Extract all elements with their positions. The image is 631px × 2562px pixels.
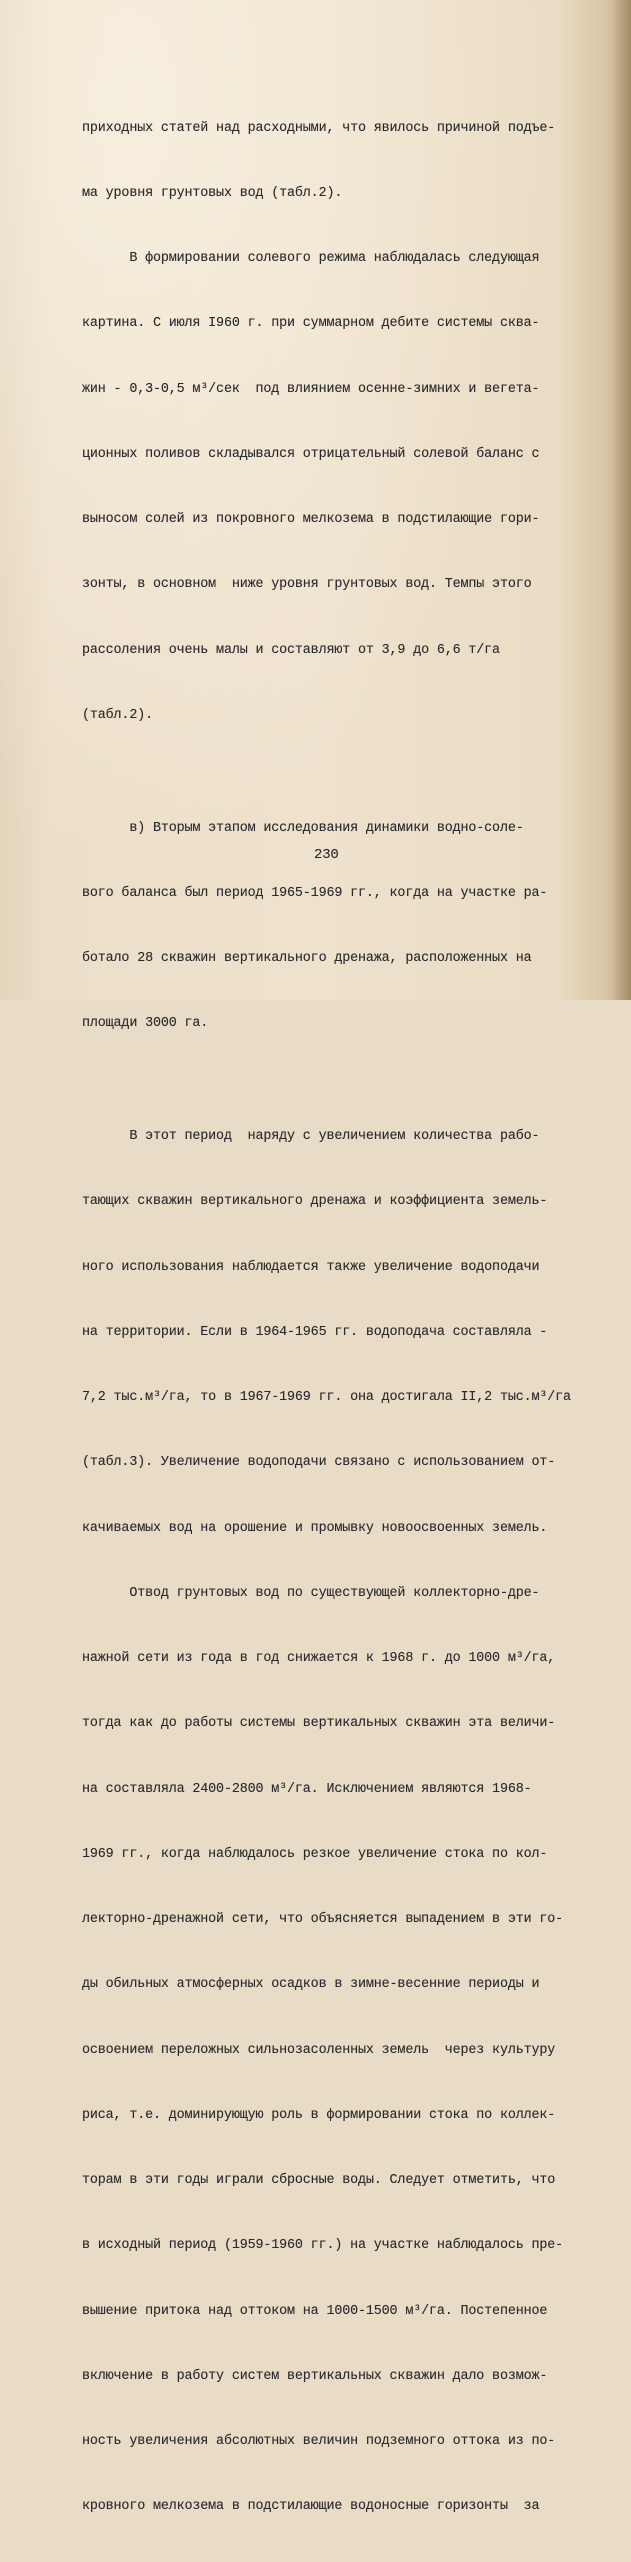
text-line: ность увеличения абсолютных величин подземного оттока из по- (82, 2434, 556, 2449)
paragraph-gap (82, 1079, 582, 1083)
text-line: тающих скважин вертикального дренажа и коэффициента земель- (82, 1194, 548, 1210)
text-line: качиваемых вод на орошение и промывку новоосвоенных земель. (82, 1520, 548, 1536)
text-line: включение в работу систем вертикальных скважин дало возмож- (82, 2368, 548, 2384)
text-line: В этот период наряду с увеличением количества рабо- (82, 1129, 540, 1144)
text-line: зонты, в основном ниже уровня грунтовых вод. Темпы этого (82, 577, 532, 593)
paragraph-gap (82, 770, 582, 774)
text-line: рассоления очень малы и составляют от 3,9 до 6,6 т/га (82, 642, 500, 658)
text-line: лекторно-дренажной сети, что объясняется выпадением в эти го- (82, 1912, 564, 1927)
text-line: площади 3000 га. (82, 1016, 209, 1032)
text-line: кровного мелкозема в подстилающие водоносные горизонты за (82, 2499, 540, 2515)
text-line: выносом солей из покровного мелкозема в подстилающие гори- (82, 512, 540, 527)
text-line: (табл.3). Увеличение водоподачи связано с использованием от- (82, 1455, 556, 1471)
text-line: вого баланса был период 1965-1969 гг., когда на участке ра- (82, 885, 548, 901)
text-line: риса, т.е. доминирующую роль в формировании стока по коллек- (82, 2107, 556, 2123)
text-line: в исходный период (1959-1960 гг.) на участке наблюдалось пре- (82, 2238, 564, 2254)
text-line: торам в эти годы играли сбросные воды. Следует отметить, что (82, 2173, 556, 2188)
text-line: картина. С июля I960 г. при суммарном дебите системы сква- (82, 316, 540, 332)
text-line: приходных статей над расходными, что явилось причиной подъе- (82, 120, 556, 136)
text-line: освоением переложных сильнозасоленных земель через культуру (82, 2042, 556, 2058)
text-line: вышение притока над оттоком на 1000-1500 м³/га. Постепенное (82, 2303, 548, 2319)
body-text (82, 74, 582, 2562)
text-line: Отвод грунтовых вод по существующей коллекторно-дре- (82, 1585, 540, 1601)
text-line: ционных поливов складывался отрицательный солевой баланс с (82, 446, 540, 462)
text-line: ды обильных атмосферных осадков в зимне-весенние периоды и (82, 1977, 540, 1993)
page-number: 230 (314, 847, 339, 863)
text-line: тогда как до работы системы вертикальных скважин эта величи- (82, 1716, 556, 1732)
text-line: (табл.2). (82, 707, 153, 723)
text-line: В формировании солевого режима наблюдалась следующая (82, 251, 540, 266)
text-line: ного использования наблюдается также увеличение водоподачи (82, 1259, 540, 1275)
text-line: 7,2 тыс.м³/га, то в 1967-1969 гг. она достигала II,2 тыс.м³/га (82, 1390, 571, 1405)
text-line: нажной сети из года в год снижается к 1968 г. до 1000 м³/га, (82, 1651, 556, 1666)
text-line: ма уровня грунтовых вод (табл.2). (82, 185, 343, 201)
text-line: на составляла 2400-2800 м³/га. Исключением являются 1968- (82, 1781, 532, 1797)
text-line: 1969 гг., когда наблюдалось резкое увеличение стока по кол- (82, 1846, 548, 1862)
page-edge-shadow (613, 0, 631, 1000)
text-line: ботало 28 скважин вертикального дренажа, расположенных на (82, 951, 532, 966)
text-line: в) Вторым этапом исследования динамики водно-соле- (82, 820, 524, 836)
text-line: на территории. Если в 1964-1965 гг. водоподача составляла - (82, 1324, 548, 1340)
text-line: жин - 0,3-0,5 м³/сек под влиянием осенне-зимних и вегета- (82, 381, 540, 397)
